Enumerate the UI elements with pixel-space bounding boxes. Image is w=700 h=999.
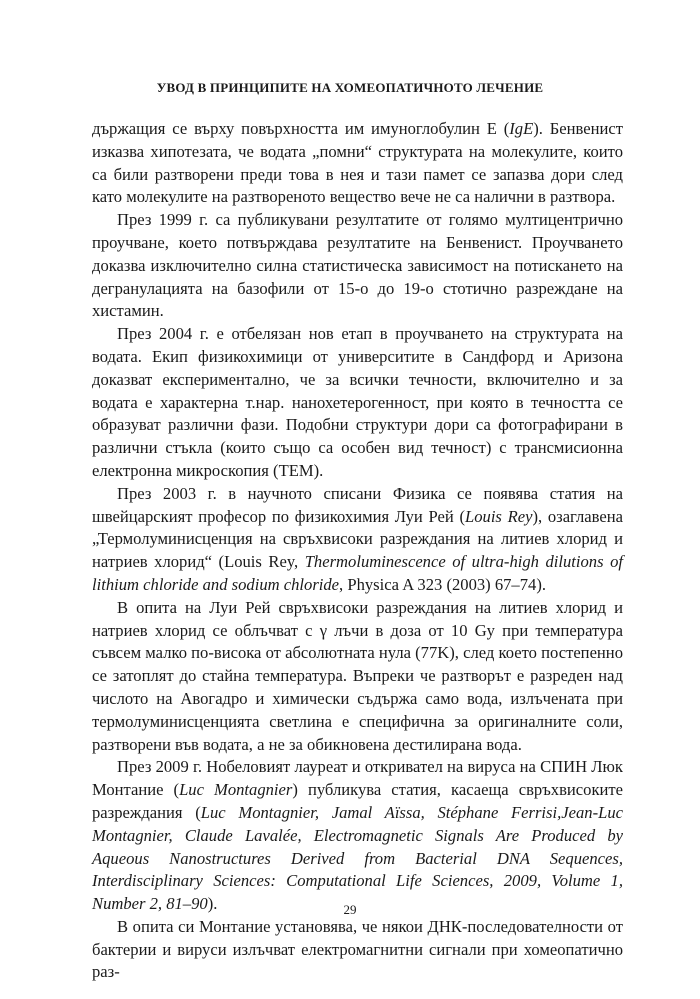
paragraph [92, 118, 623, 209]
text-run: През 2003 г. в научното списани Физика се появява статия на швейцарският професор по физикохимия Луи Рей ( [92, 483, 623, 526]
paragraph [92, 756, 623, 916]
text-run: През 2009 г. Нобеловият лауреат и откривател на вируса на СПИН Люк Монтание ( [92, 757, 623, 800]
text-run: ), озаглавена „Термолуминисценция на свръхвисоки разреждания на литиев хлорид и натриев хлорид“ (Louis Rey, [92, 506, 624, 572]
paragraph [92, 916, 623, 984]
paragraph [92, 209, 623, 323]
text-run: През 2004 г. е отбелязан нов етап в проучването на структурата на водата. Екип физикохимици от университите в Сандфорд и Аризона доказват експериментално, че за всички течности, включително и за водата е характерна т.нар. нанохетерогенност, при която в течността се образуват различни фази. Подобни структури дори са фотографирани в различни стъкла (които също са особен вид течност) с трансмисионна електронна микроскопия (TEM). [92, 324, 623, 480]
italic-text-run: IgE [509, 119, 534, 138]
text-run: , Physica A 323 (2003) 67–74). [339, 574, 546, 594]
text-run: ). Бенвенист изказва хипотезата, че водата „помни“ структурата на молекулите, които са били разтворени преди това в нея и тази памет се запазва дори след като молекулите на разтвореното вещество вече не са налични в разтвора. [92, 119, 623, 207]
paragraph [92, 483, 623, 597]
text-run: В опита си Монтание установява, че някои ДНК-последователности от бактерии и вируси излъчват електромагнитни сигнали при хомеопатично раз- [92, 916, 623, 982]
italic-text-run: Thermoluminescence of ultra-high dilutions of lithium chloride and sodium chloride [92, 552, 623, 594]
running-title: УВОД В ПРИНЦИПИТЕ НА ХОМЕОПАТИЧНОТО ЛЕЧЕНИЕ [156, 80, 544, 95]
text-run: държащия се върху повърхността им имуноглобулин Е ( [92, 119, 510, 138]
text-run: ). [207, 894, 218, 914]
italic-text-run: Luc Montagnier [179, 780, 293, 800]
paragraph [92, 597, 623, 757]
text-run: ) публикува статия, касаеща свръхвисоките разреждания ( [92, 780, 624, 822]
body-text [92, 118, 623, 984]
italic-text-run: Louis Rey [465, 506, 533, 526]
italic-text-run: Luc Montagnier, Jamal Aïssa, Stéphane Ferrisi,Jean-Luc Montagnier, Claude Lavalée, Electromagnetic Signals Are Produced by Aqueous Nanostructures Derived from Bacterial DNA Sequences, Interdisciplinary Sciences: Computational Life Sciences, 2009, Volume 1, Number 2, 81–90 [92, 802, 623, 914]
text-run: През 1999 г. са публикувани резултатите от голямо мултицентрично проучване, което потвърждава резултатите на Бенвенист. Проучването доказва изключително силна статистическа зависимост на потискането на дегранулацията на базофили от 15-о до 19-о стотично разреждане на хистамин. [92, 210, 623, 321]
text-run: В опита на Луи Рей свръхвисоки разреждания на литиев хлорид и натриев хлорид се облъчват с γ лъчи в доза от 10 Gy при температура съвсем малко по-висока от абсолютната нула (77K), след което постепенно се затоплят до стайна температура. Въпреки че разтворът е разреден над числото на Авогадро и химически съдържа само вода, излъчената при термолуминисценцията светлина е специфична за оригиналните соли, разтворени във водата, а не за обикновена дестилирана вода. [92, 597, 623, 754]
paragraph [92, 323, 623, 483]
page-number: 29 [343, 902, 357, 917]
